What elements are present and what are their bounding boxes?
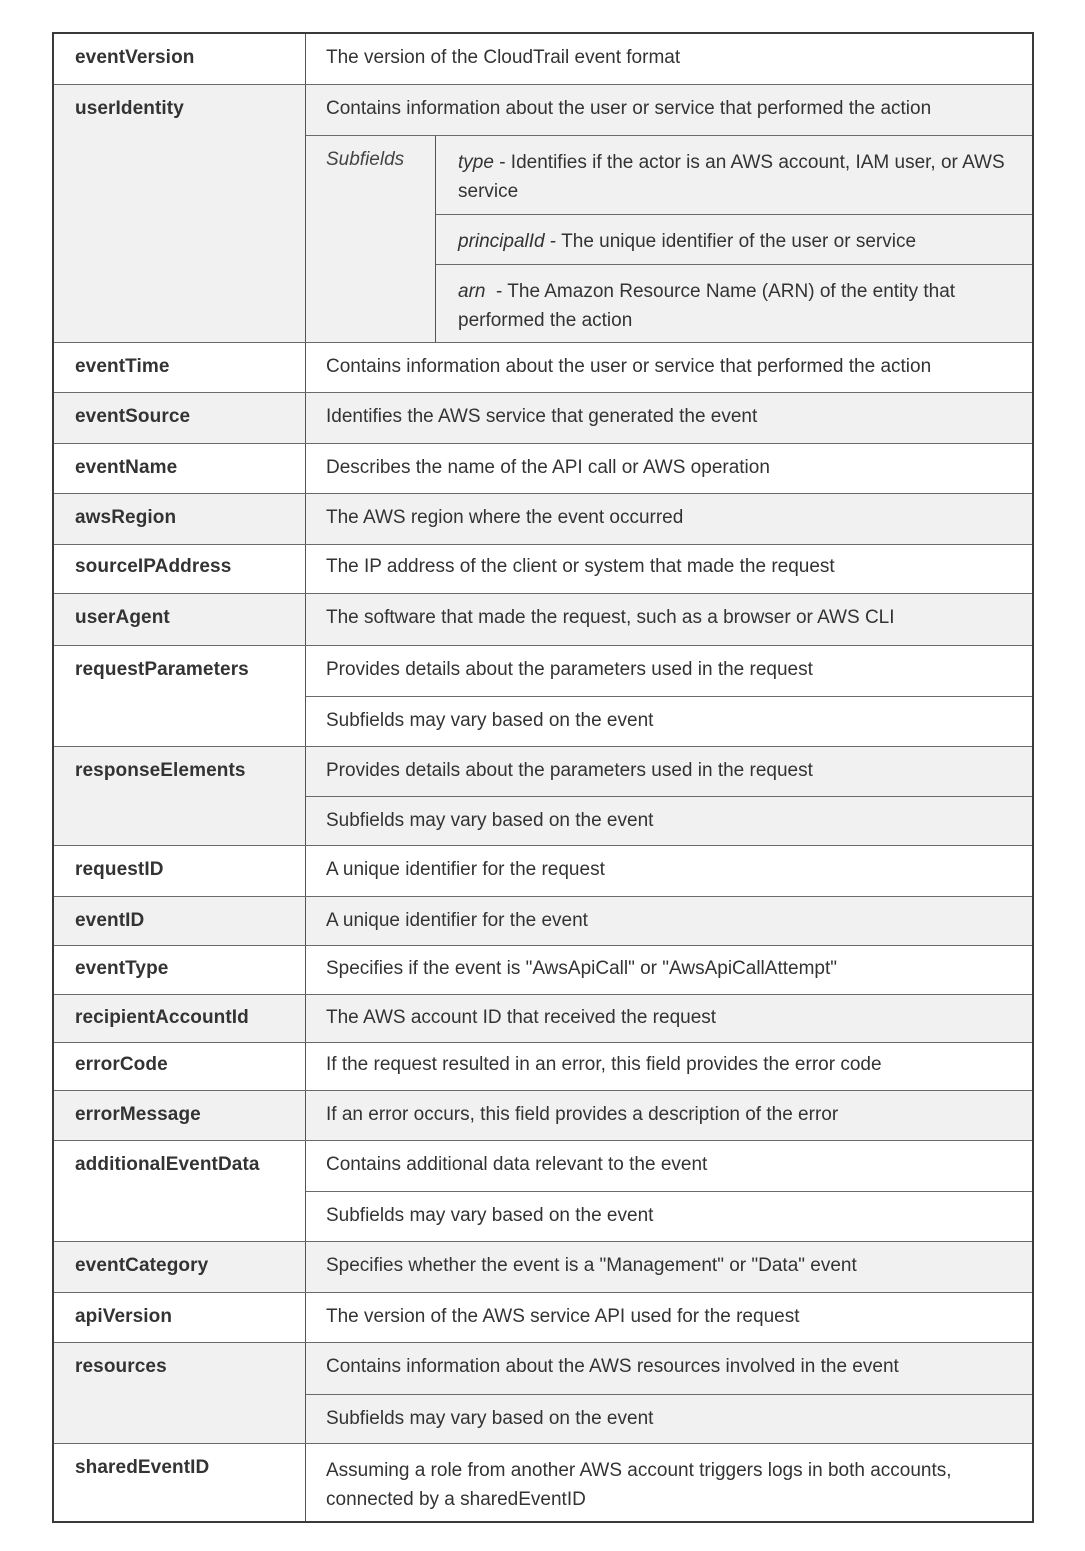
field-name: userIdentity <box>54 85 306 342</box>
field-description: The version of the CloudTrail event format <box>326 47 681 68</box>
field-description: The IP address of the client or system that made the request <box>326 556 835 577</box>
subfields-label: Subfields <box>306 136 436 342</box>
subfield-term: type <box>458 152 494 173</box>
field-name: eventCategory <box>54 1242 306 1292</box>
table-row <box>54 1090 1032 1140</box>
subfields-block <box>306 136 1032 342</box>
field-description: A unique identifier for the event <box>326 910 588 931</box>
table-row <box>54 645 1032 746</box>
cloudtrail-fields-table <box>52 32 1034 1523</box>
field-description: Contains information about the user or service that performed the action <box>326 356 932 377</box>
field-name: requestID <box>54 846 306 896</box>
field-name: sharedEventID <box>54 1444 306 1521</box>
table-row <box>54 1140 1032 1241</box>
field-description-note: Subfields may vary based on the event <box>306 1191 1032 1241</box>
table-row <box>54 845 1032 896</box>
field-description: A unique identifier for the request <box>326 859 605 880</box>
field-name: errorCode <box>54 1043 306 1090</box>
field-description: If an error occurs, this field provides a description of the error <box>326 1104 839 1125</box>
field-description: Specifies whether the event is a "Management" or "Data" event <box>326 1255 857 1276</box>
field-name: userAgent <box>54 594 306 645</box>
table-row <box>54 443 1032 493</box>
subfield-text: - The Amazon Resource Name (ARN) of the entity that performed the action <box>458 281 961 331</box>
subfield-text: - Identifies if the actor is an AWS account, IAM user, or AWS service <box>458 152 1005 202</box>
field-name: eventID <box>54 897 306 945</box>
field-name: eventType <box>54 946 306 994</box>
field-description: The version of the AWS service API used for the request <box>326 1306 800 1327</box>
table-row <box>54 392 1032 443</box>
field-description: Contains additional data relevant to the event <box>326 1154 708 1175</box>
field-name: apiVersion <box>54 1293 306 1342</box>
table-row <box>54 544 1032 593</box>
table-row <box>54 34 1032 84</box>
field-description: Identifies the AWS service that generated the event <box>326 406 758 427</box>
field-description: Contains information about the AWS resources involved in the event <box>326 1356 899 1377</box>
table-row <box>54 896 1032 945</box>
field-description: Provides details about the parameters used in the request <box>326 659 813 680</box>
field-description: If the request resulted in an error, this field provides the error code <box>326 1054 882 1075</box>
subfield-term: arn <box>458 281 486 302</box>
table-row <box>54 746 1032 845</box>
field-description-note: Subfields may vary based on the event <box>306 796 1032 845</box>
field-description: Describes the name of the API call or AWS operation <box>326 457 770 478</box>
table-row <box>54 994 1032 1042</box>
field-description: Specifies if the event is "AwsApiCall" or "AwsApiCallAttempt" <box>326 958 837 979</box>
subfield-text: - The unique identifier of the user or service <box>544 231 917 252</box>
table-row <box>54 1292 1032 1342</box>
field-name: awsRegion <box>54 494 306 544</box>
field-name: requestParameters <box>54 646 306 746</box>
field-name: errorMessage <box>54 1091 306 1140</box>
subfield-term: principalId <box>458 231 545 252</box>
field-name: sourceIPAddress <box>54 545 306 593</box>
field-description: Assuming a role from another AWS account triggers logs in both accounts, connected by a sharedEventID <box>326 1460 952 1510</box>
field-description-note: Subfields may vary based on the event <box>306 1394 1032 1443</box>
field-name: resources <box>54 1343 306 1443</box>
table-row <box>54 945 1032 994</box>
field-name: eventTime <box>54 343 306 392</box>
table-row <box>54 1241 1032 1292</box>
field-description-note: Subfields may vary based on the event <box>306 696 1032 746</box>
table-row <box>54 1342 1032 1443</box>
table-row <box>54 593 1032 645</box>
field-description: The software that made the request, such as a browser or AWS CLI <box>326 607 895 628</box>
table-row <box>54 1443 1032 1521</box>
table-row <box>54 1042 1032 1090</box>
field-name: eventSource <box>54 393 306 443</box>
table-row <box>54 342 1032 392</box>
field-description: Provides details about the parameters used in the request <box>326 760 813 781</box>
field-name: eventName <box>54 444 306 493</box>
table-row <box>54 493 1032 544</box>
field-name: responseElements <box>54 747 306 845</box>
subfield-item <box>436 136 1032 214</box>
subfield-item <box>436 264 1032 342</box>
field-name: additionalEventData <box>54 1141 306 1241</box>
field-description: The AWS region where the event occurred <box>326 507 684 528</box>
field-name: recipientAccountId <box>54 995 306 1042</box>
subfield-item <box>436 214 1032 264</box>
field-description: Contains information about the user or service that performed the action <box>306 85 1032 136</box>
field-description: The AWS account ID that received the request <box>326 1007 717 1028</box>
table-row <box>54 84 1032 342</box>
field-name: eventVersion <box>54 34 306 84</box>
